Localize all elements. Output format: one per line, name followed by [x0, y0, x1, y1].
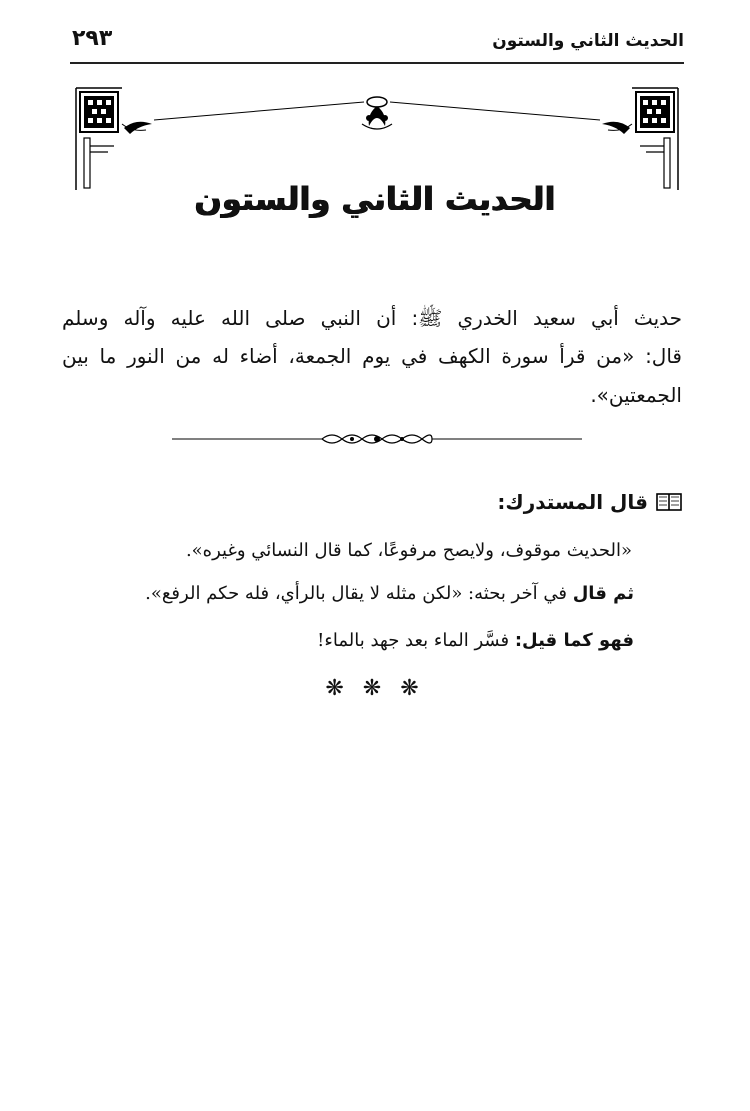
book-icon: [656, 492, 682, 512]
commentary-lead: فهو كما قيل:: [514, 630, 634, 651]
chapter-title: الحديث الثاني والستون: [194, 180, 556, 218]
right-corner-ornament: [602, 88, 678, 190]
hadith-text-line: حديث أبي سعيد الخدري ﷺ: أن النبي صلى الله عليه وآله وسلم: [62, 306, 682, 330]
mustadrak-heading: [497, 490, 682, 514]
running-title: الحديث الثاني والستون: [492, 31, 684, 51]
commentary-rest: في آخر بحثه: «لكن مثله لا يقال بالرأي، فله حكم الرفع».: [145, 583, 567, 604]
commentary-line: «الحديث موقوف، ولايصح مرفوعًا، كما قال النسائي وغيره».: [185, 540, 632, 561]
header-rule: [70, 62, 684, 64]
left-corner-ornament: [76, 88, 152, 190]
divider-ornament: [172, 428, 582, 450]
commentary-line: [145, 578, 634, 610]
mustadrak-heading-label: قال المستدرك:: [497, 490, 648, 514]
page-number: ٢٩٣: [72, 26, 113, 51]
commentary-lead: ثم قال: [572, 583, 634, 604]
end-marker: ❋ ❋ ❋: [325, 676, 425, 701]
hadith-text-line: الجمعتين».: [590, 383, 682, 407]
hadith-text-line: قال: «من قرأ سورة الكهف في يوم الجمعة، أضاء له من النور ما بين: [62, 344, 682, 368]
commentary-line: [317, 625, 634, 657]
commentary-rest: فسَّر الماء بعد جهد بالماء!: [317, 630, 510, 651]
center-ornament: [362, 97, 392, 129]
